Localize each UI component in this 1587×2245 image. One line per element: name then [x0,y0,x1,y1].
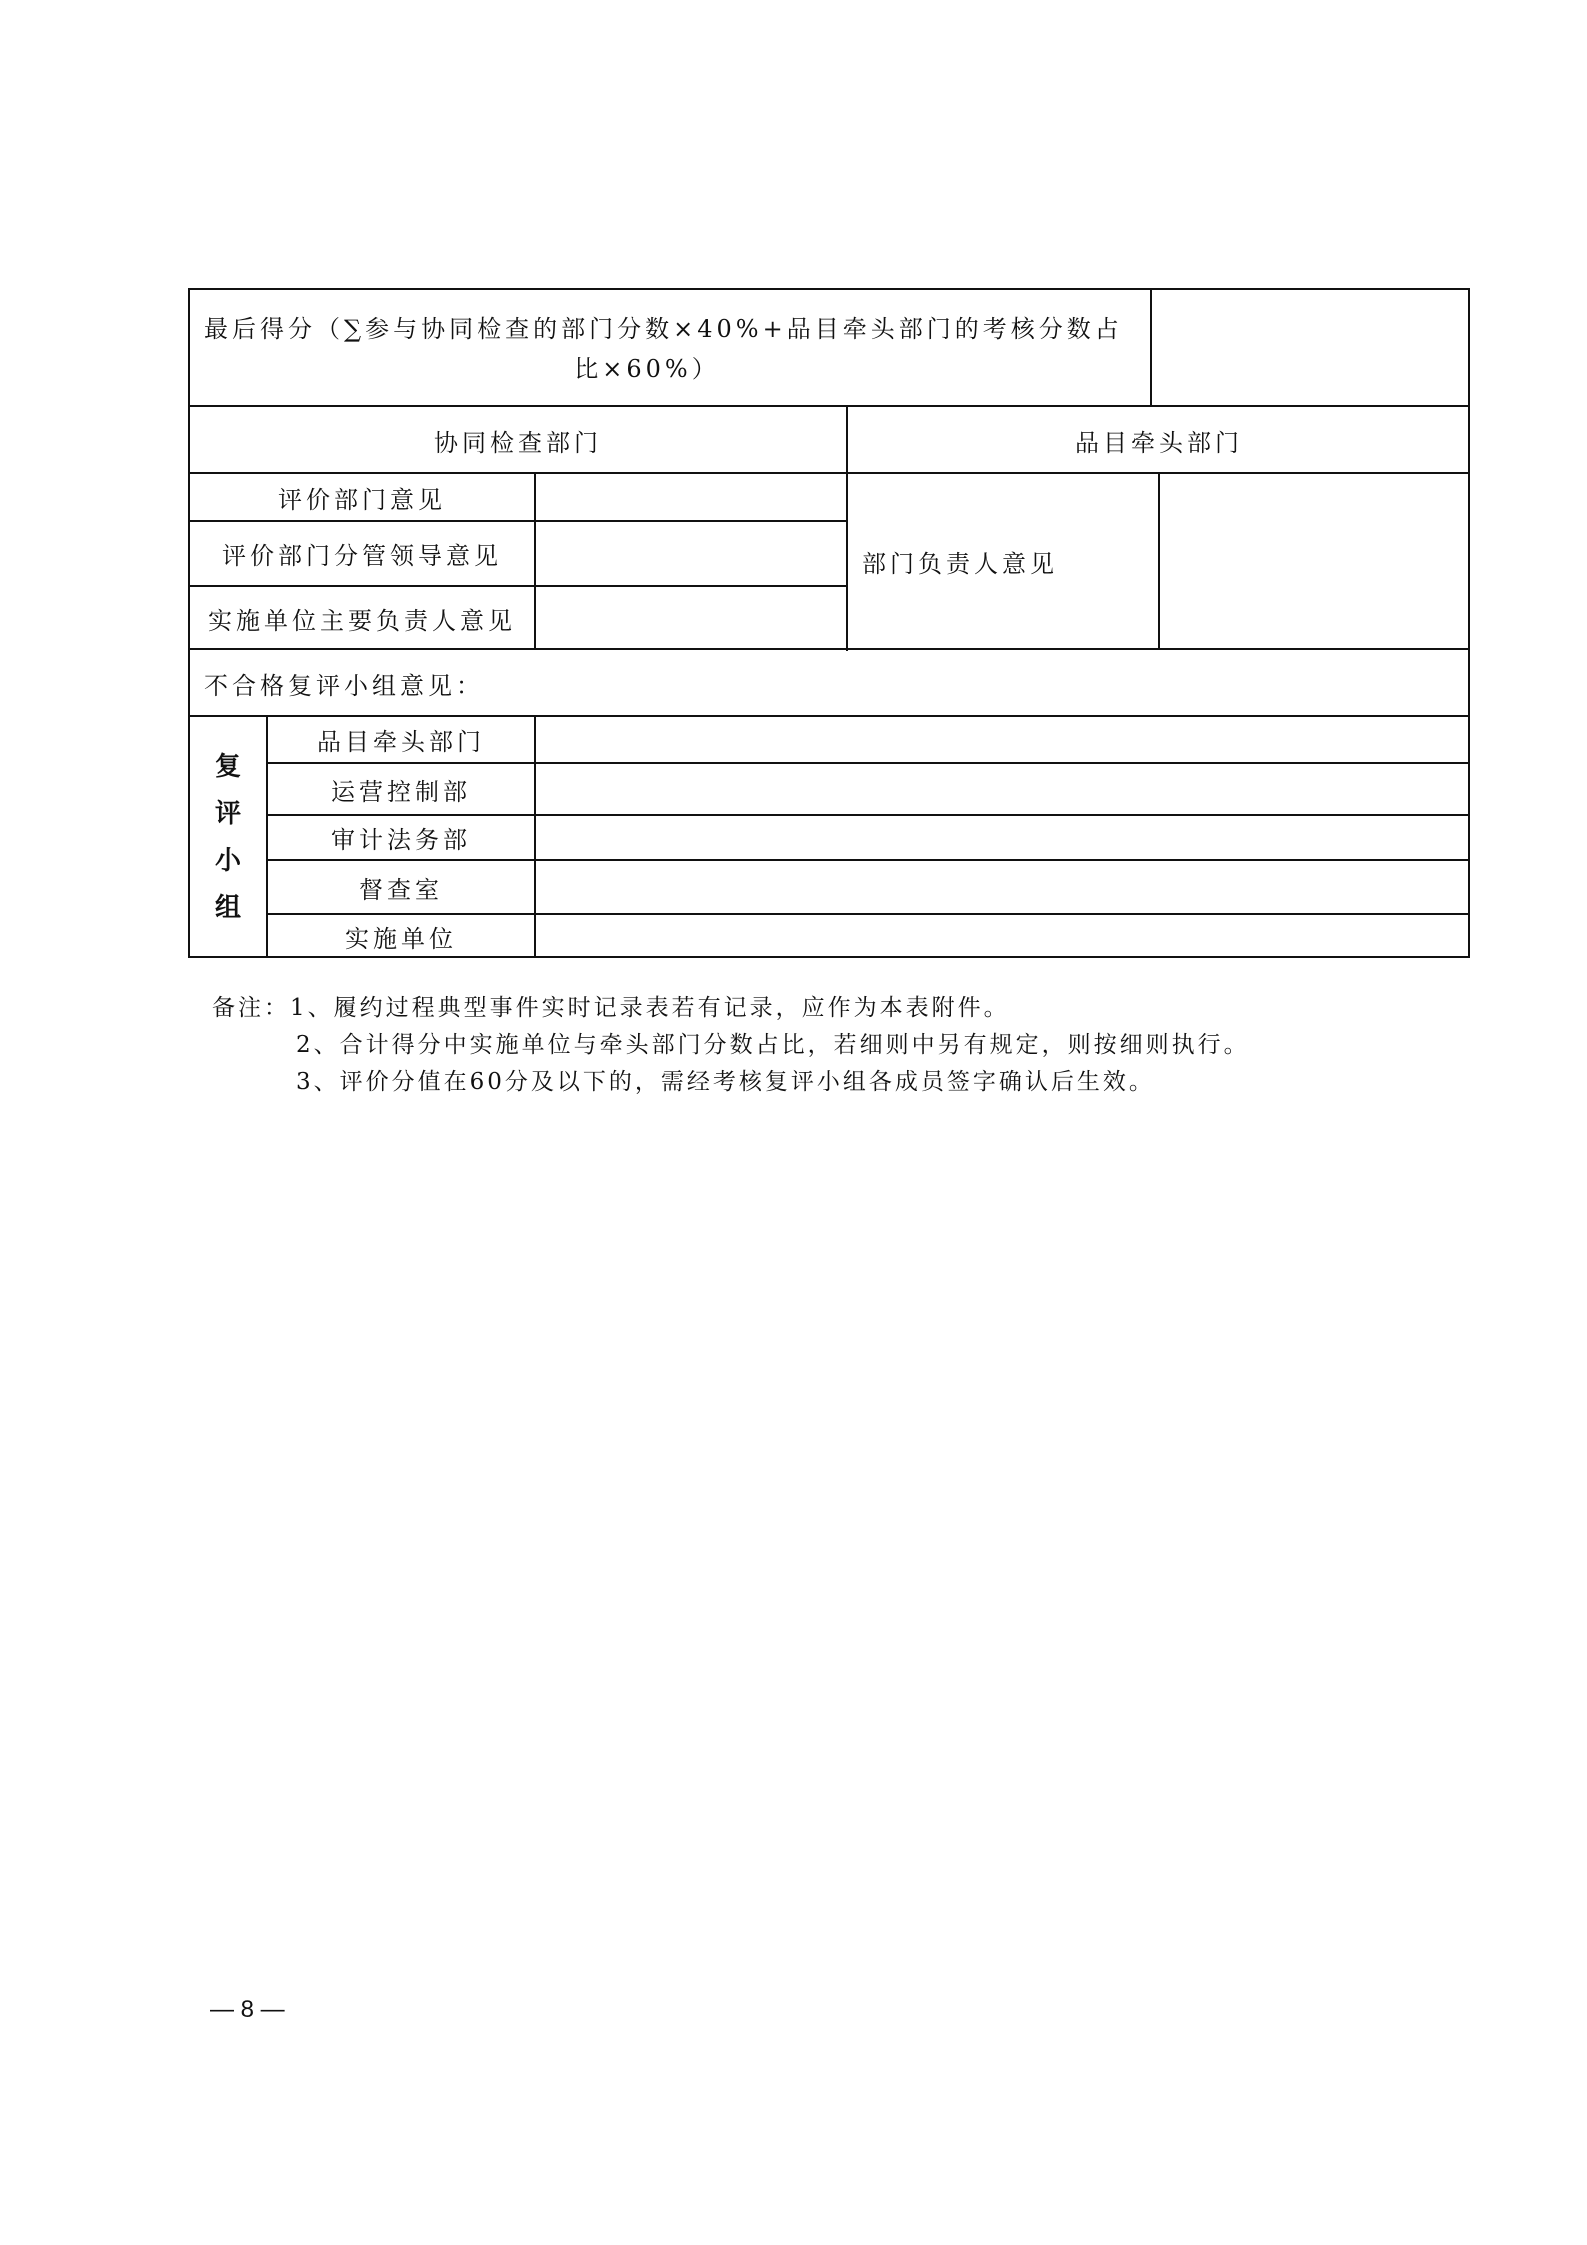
review-member-signature[interactable] [536,717,1470,762]
review-member-label: 督查室 [359,875,443,904]
note-text: 1、履约过程典型事件实时记录表若有记录，应作为本表附件。 [290,995,1010,1021]
note-text: 2、合计得分中实施单位与牵头部门分数占比，若细则中另有规定，则按细则执行。 [296,1032,1250,1058]
header-collaborative-dept: 协同检查部门 [434,428,602,457]
note-item [212,1064,1250,1101]
review-member-signature[interactable] [536,816,1470,859]
review-member-signature[interactable] [536,764,1470,814]
page-number: — 8 — [210,1996,285,2023]
notes-prefix: 备注： [212,995,290,1021]
opinion-label-eval-dept: 评价部门意见 [278,485,446,514]
dept-head-opinion-value[interactable] [1160,474,1470,649]
divider [534,473,536,650]
review-group-char: 评 [214,798,241,829]
final-score-value[interactable] [1152,290,1470,407]
review-member-label: 品目牵头部门 [317,728,485,756]
note-item [212,1027,1250,1064]
final-score-label [190,290,1150,407]
review-member-label: 审计法务部 [331,826,471,854]
note-text: 3、评价分值在60分及以下的，需经考核复评小组各成员签字确认后生效。 [296,1069,1155,1095]
header-lead-dept: 品目牵头部门 [1075,428,1243,457]
review-group-char: 小 [214,845,241,876]
divider [1150,290,1152,407]
opinion-value-eval-dept-leader[interactable] [536,522,846,585]
evaluation-table [188,288,1470,958]
review-member-signature[interactable] [536,861,1470,913]
opinion-value-unit-head[interactable] [536,587,846,649]
final-score-label-line2: 比×60%） [574,354,720,383]
review-member-label: 运营控制部 [331,777,471,806]
dept-head-opinion-label: 部门负责人意见 [862,550,1058,578]
review-group-title [190,717,266,958]
review-group-char: 复 [214,751,241,782]
notes [212,990,1250,1101]
review-member-signature[interactable] [536,915,1470,958]
final-score-label-line1: 最后得分（∑参与协同检查的部门分数×40%+品目牵头部门的考核分数占 [204,314,1123,343]
note-item [212,990,1250,1027]
opinion-value-eval-dept[interactable] [536,474,846,520]
opinion-label-unit-head: 实施单位主要负责人意见 [208,606,516,635]
review-opinion-label: 不合格复评小组意见： [204,671,484,700]
opinion-label-eval-dept-leader: 评价部门分管领导意见 [222,542,502,570]
review-group-char: 组 [214,892,241,923]
review-member-label: 实施单位 [345,925,457,953]
